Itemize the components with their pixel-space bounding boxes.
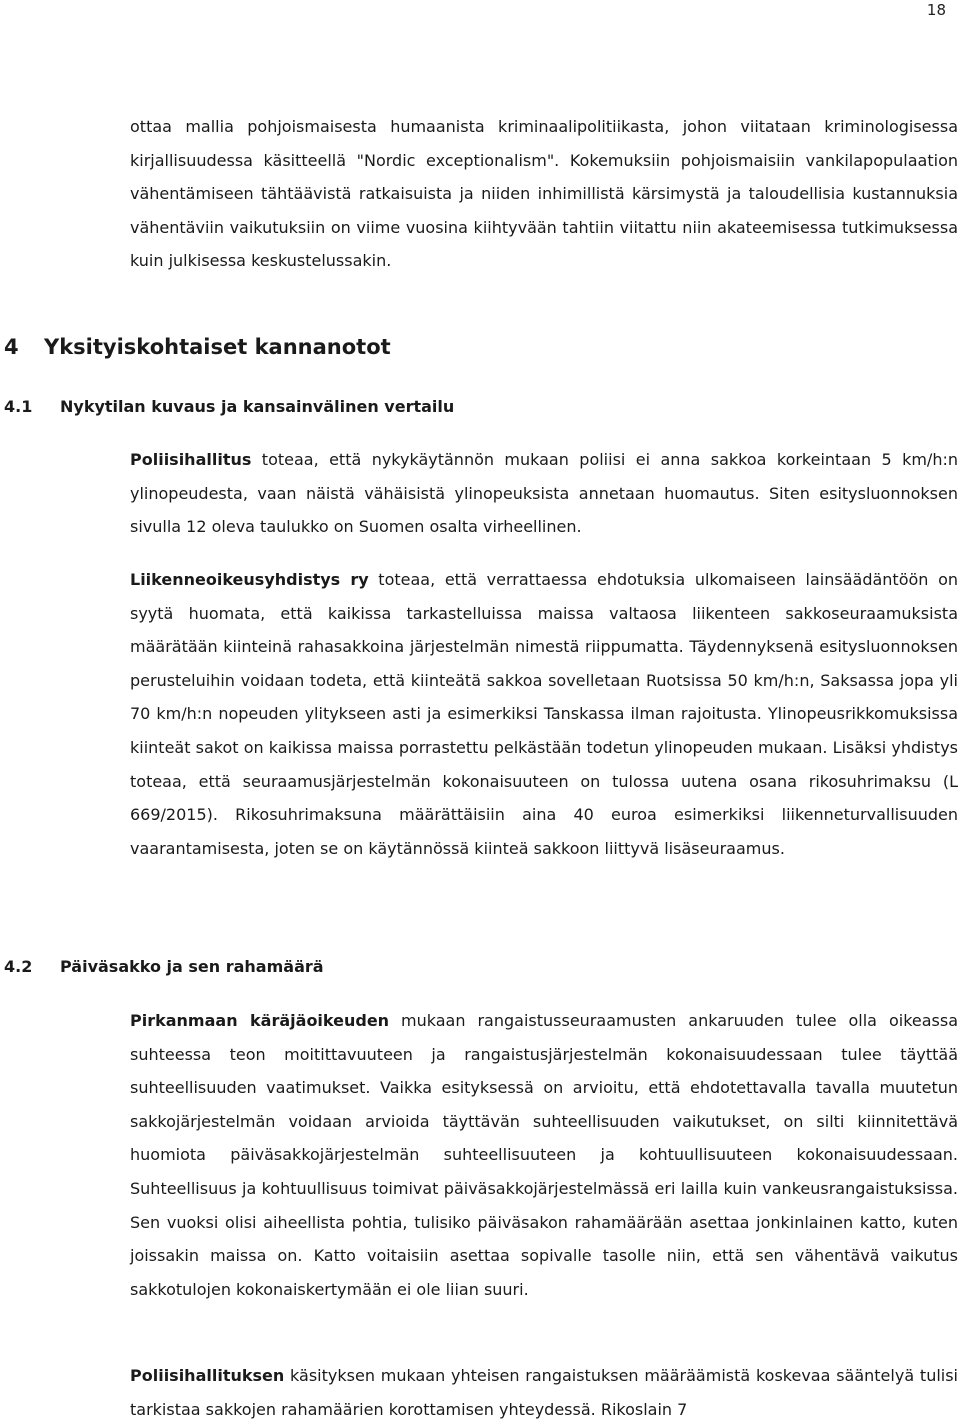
org-name: Pirkanmaan käräjäoikeuden (130, 1011, 390, 1030)
org-name: Poliisihallitus (130, 450, 252, 469)
section-4-1-number: 4.1 (4, 397, 33, 416)
poliisihallitus-paragraph (130, 443, 958, 544)
section-4-2-title: Päiväsakko ja sen rahamäärä (60, 957, 324, 976)
paragraph-text: käsityksen mukaan yhteisen rangaistuksen määräämistä koskevaa sääntelyä tulisi tarkistaa sakkojen rahamäärien korottamisen yhteydessä. Rikoslain 7 (130, 1366, 958, 1419)
section-4-1-heading (4, 395, 454, 419)
org-name: Poliisihallituksen (130, 1366, 285, 1385)
paragraph-text: toteaa, että verrattaessa ehdotuksia ulkomaiseen lainsäädäntöön on syytä huomata, että kaikissa tarkastelluissa maissa valtaosa liikenteen sakkoseuraamuksista määrätään kiinteinä rahasakkoina järjestelmän nimestä riippumatta. Täydennyksenä esitysluonnoksen perusteluihin voidaan todeta, että kiinteätä sakkoa sovelletaan Ruotsissa 50 km/h:n, Saksassa jopa yli 70 km/h:n nopeuden ylitykseen asti ja esimerkiksi Tanskassa ilman rajoitusta. Ylinopeusrikkomuksissa kiinteät sakot on kaikissa maissa porrastettu pelkästään todetun ylinopeuden mukaan. Lisäksi yhdistys toteaa, että seuraamusjärjestelmän kokonaisuuteen on tulossa uutena osana rikosuhrimaksu (L 669/2015). Rikosuhrimaksuna määrättäisiin aina 40 euroa esimerkiksi liikenneturvallisuuden vaarantamisesta, joten se on käytännössä kiinteä sakkoon liittyvä lisäseuraamus. (130, 570, 958, 858)
pirkanmaa-paragraph (130, 1004, 958, 1306)
paragraph-text: mukaan rangaistusseuraamusten ankaruuden tulee olla oikeassa suhteessa teon moitittavuuteen ja rangaistusjärjestelmän kokonaisuudessaan tulee täyttää suhteellisuuden vaatimukset. Vaikka esityksessä on arvioitu, että ehdotettavalla tavalla muutetun sakkojärjestelmän voidaan arvioida täyttävän suhteellisuuden vaikutukset, on silti kiinnitettävä huomiota päiväsakkojärjestelmän suhteellisuuteen ja kohtuullisuuteen kokonaisuudessaan. Suhteellisuus ja kohtuullisuus toimivat päiväsakkojärjestelmässä eri lailla kuin vankeusrangaistuksissa. Sen vuoksi olisi aiheellista pohtia, tulisiko päiväsakon rahamäärään asettaa jonkinlainen katto, kuten joissakin maissa on. Katto voitaisiin asettaa sopivalle tasolle niin, että sen vähentävä vaikutus sakkotulojen kokonaiskertymään ei ole liian suuri. (130, 1011, 959, 1299)
section-4-2-heading (4, 955, 324, 979)
section-4-heading (4, 332, 391, 362)
poliisihallituksen-paragraph (130, 1359, 958, 1426)
paragraph-text: toteaa, että nykykäytännön mukaan poliisi ei anna sakkoa korkeintaan 5 km/h:n ylinopeudesta, vaan näistä vähäisistä ylinopeuksista annetaan huomautus. Siten esitysluonnoksen sivulla 12 oleva taulukko on Suomen osalta virheellinen. (130, 450, 958, 537)
section-4-1-title: Nykytilan kuvaus ja kansainvälinen vertailu (60, 397, 455, 416)
liikenneoikeusyhdistys-paragraph (130, 563, 958, 865)
section-4-title: Yksityiskohtaiset kannanotot (44, 335, 391, 359)
org-name: Liikenneoikeusyhdistys ry (130, 570, 369, 589)
section-4-2-number: 4.2 (4, 957, 33, 976)
section-4-number: 4 (4, 335, 19, 359)
page-number: 18 (926, 1, 946, 19)
intro-paragraph: ottaa mallia pohjoismaisesta humaanista kriminaalipolitiikasta, johon viitataan kriminologisessa kirjallisuudessa käsitteellä "Nordic exceptionalism". Kokemuksiin pohjoismaisiin vankilapopulaation vähentämiseen tähtäävistä ratkaisuista ja niiden inhimillistä kärsimystä ja taloudellisia kustannuksia vähentäviin vaikutuksiin on viime vuosina kiihtyvään tahtiin viitattu niin akateemisessa tutkimuksessa kuin julkisessa keskustelussakin. (130, 117, 958, 271)
